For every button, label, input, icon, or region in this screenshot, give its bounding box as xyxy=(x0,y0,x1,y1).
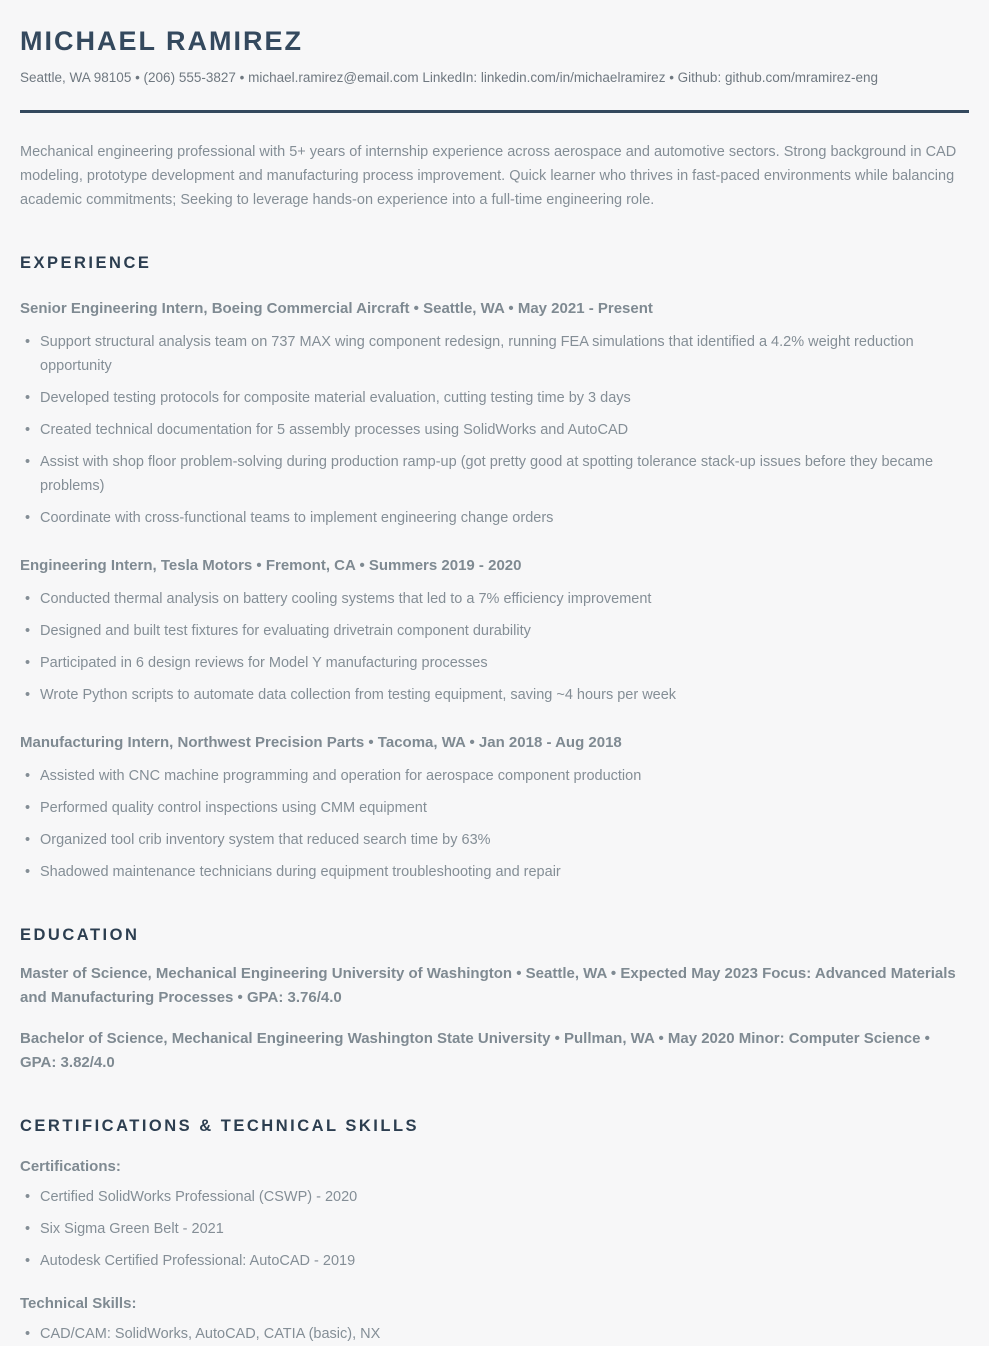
job-entry xyxy=(20,555,969,707)
resume-name: MICHAEL RAMIREZ xyxy=(20,26,303,56)
certifications-label: Certifications: xyxy=(20,1158,121,1175)
job-bullet: • Shadowed maintenance technicians during equipment troubleshooting and repair xyxy=(20,860,969,884)
job-bullet: • Designed and built test fixtures for evaluating drivetrain component durability xyxy=(20,619,969,643)
job-title: Senior Engineering Intern, Boeing Commercial Aircraft • Seattle, WA • May 2021 - Present xyxy=(20,300,653,317)
job-bullet: • Conducted thermal analysis on battery cooling systems that led to a 7% efficiency improvement xyxy=(20,587,969,611)
job-bullet: • Assist with shop floor problem-solving during production ramp-up (got pretty good at spotting tolerance stack-up issues before they became problems) xyxy=(20,450,969,498)
job-bullet: • Wrote Python scripts to automate data collection from testing equipment, saving ~4 hours per week xyxy=(20,683,969,707)
job-bullet: • Created technical documentation for 5 assembly processes using SolidWorks and AutoCAD xyxy=(20,418,969,442)
job-bullet: • Organized tool crib inventory system that reduced search time by 63% xyxy=(20,828,969,852)
education-entry: Master of Science, Mechanical Engineering University of Washington • Seattle, WA • Expected May 2023 Focus: Advanced Materials and Manufacturing Processes • GPA: 3.76/4.0 xyxy=(20,965,956,1006)
certification-item: • Certified SolidWorks Professional (CSWP) - 2020 xyxy=(20,1185,969,1209)
education-entry: Bachelor of Science, Mechanical Engineering Washington State University • Pullman, WA • May 2020 Minor: Computer Science • GPA: 3.82/4.0 xyxy=(20,1030,930,1071)
job-bullet: • Participated in 6 design reviews for Model Y manufacturing processes xyxy=(20,651,969,675)
job-bullet-list xyxy=(20,587,969,707)
technical-skills-label: Technical Skills: xyxy=(20,1295,137,1312)
technical-skill-item: • CAD/CAM: SolidWorks, AutoCAD, CATIA (basic), NX xyxy=(20,1322,969,1346)
job-entry xyxy=(20,298,969,530)
header-divider xyxy=(20,110,969,113)
certification-item: • Six Sigma Green Belt - 2021 xyxy=(20,1217,969,1241)
job-title: Engineering Intern, Tesla Motors • Fremont, CA • Summers 2019 - 2020 xyxy=(20,557,522,574)
job-entry xyxy=(20,732,969,884)
job-bullet: • Coordinate with cross-functional teams to implement engineering change orders xyxy=(20,506,969,530)
summary-paragraph: Mechanical engineering professional with 5+ years of internship experience across aerospace and automotive sectors. Strong background in CAD modeling, prototype development and manufacturing process improvement. Quick learner who thrives in fast-paced environments while balancing academic commitments; Seeking to leverage hands-on experience into a full-time engineering role. xyxy=(20,144,957,208)
job-bullet: • Support structural analysis team on 737 MAX wing component redesign, running FEA simulations that identified a 4.2% weight reduction opportunity xyxy=(20,330,969,378)
job-title: Manufacturing Intern, Northwest Precision Parts • Tacoma, WA • Jan 2018 - Aug 2018 xyxy=(20,734,622,751)
resume-page xyxy=(0,26,989,1342)
section-heading-experience: EXPERIENCE xyxy=(20,254,152,272)
certification-item: • Autodesk Certified Professional: AutoCAD - 2019 xyxy=(20,1249,969,1273)
job-bullet: • Performed quality control inspections using CMM equipment xyxy=(20,796,969,820)
job-bullet-list xyxy=(20,764,969,884)
section-heading-certifications-skills: CERTIFICATIONS & TECHNICAL SKILLS xyxy=(20,1117,420,1135)
contact-line: Seattle, WA 98105 • (206) 555-3827 • michael.ramirez@email.com LinkedIn: linkedin.com/in/michaelramirez • Github: github.com/mramirez-eng xyxy=(20,70,879,85)
job-bullet: • Assisted with CNC machine programming and operation for aerospace component production xyxy=(20,764,969,788)
certifications-list xyxy=(20,1185,969,1273)
job-bullet-list xyxy=(20,330,969,530)
job-bullet: • Developed testing protocols for composite material evaluation, cutting testing time by 3 days xyxy=(20,386,969,410)
technical-skills-list xyxy=(20,1322,969,1346)
section-heading-education: EDUCATION xyxy=(20,926,140,944)
